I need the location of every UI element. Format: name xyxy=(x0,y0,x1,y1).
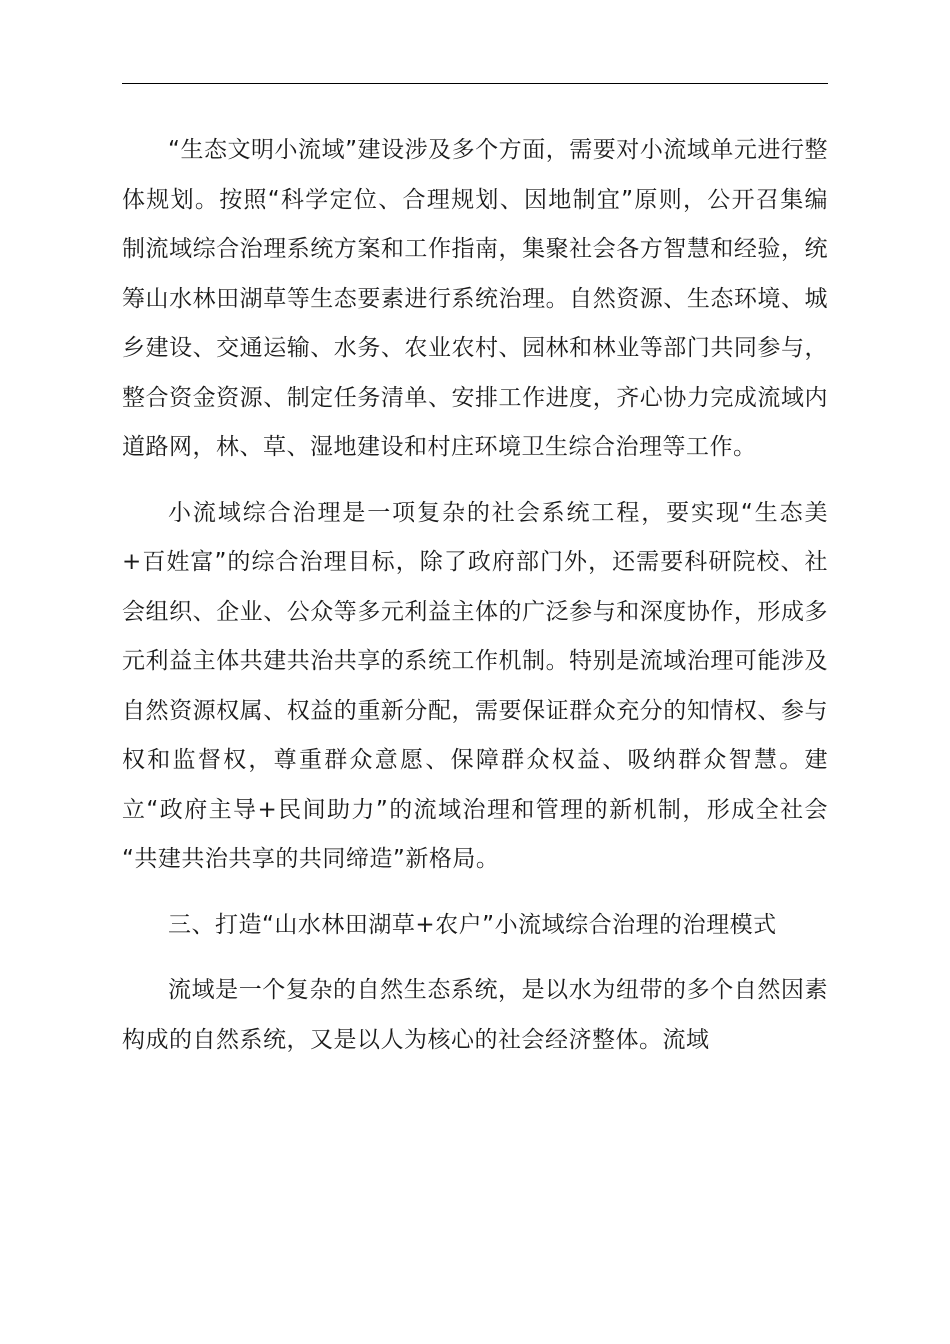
paragraph-watershed: 流域是一个复杂的自然生态系统，是以水为纽带的多个自然因素构成的自然系统，又是以人为核心的社会经济整体。流域 xyxy=(122,977,828,1053)
paragraph-governance: 小流域综合治理是一项复杂的社会系统工程，要实现“生态美+百姓富”的综合治理目标，除了政府部门外，还需要科研院校、社会组织、企业、公众等多元利益主体的广泛参与和深度协作，形成多元利益主体共建共治共享的系统工作机制。特别是流域治理可能涉及自然资源权属、权益的重新分配，需要保证群众充分的知情权、参与权和监督权，尊重群众意愿、保障群众权益、吸纳群众智慧。建立“政府主导+民间助力”的流域治理和管理的新机制，形成全社会 “共建共治共享的共同缔造”新格局。 xyxy=(122,499,828,872)
header-rule xyxy=(122,83,828,84)
paragraph-planning: “生态文明小流域”建设涉及多个方面，需要对小流域单元进行整体规划。按照“科学定位、合理规划、因地制宜”原则，公开召集编制流域综合治理系统方案和工作指南，集聚社会各方智慧和经验，统筹山水林田湖草等生态要素进行系统治理。自然资源、生态环境、城乡建设、交通运输、水务、农业农村、园林和林业等部门共同参与，整合资金资源、制定任务清单、安排工作进度，齐心协力完成流域内道路网，林、草、湿地建设和村庄环境卫生综合治理等工作。 xyxy=(122,137,828,460)
section-heading: 三、打造“山水林田湖草+农户”小流域综合治理的治理模式 xyxy=(168,911,777,938)
document-body xyxy=(122,126,828,1081)
